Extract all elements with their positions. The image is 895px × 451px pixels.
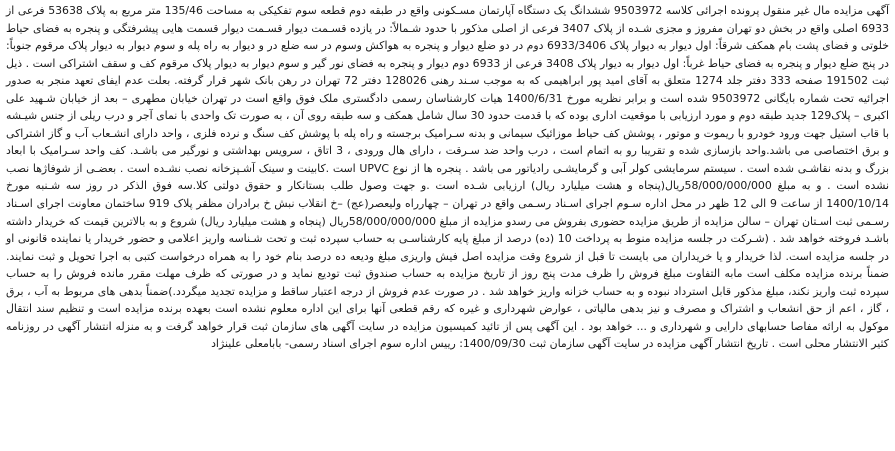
notice-body: آگهی مزایده مال غیر منقول پرونده اجرائی کلاسه 9503972 ششدانگ یک دستگاه آپارتمان مسـکونی واقع در طبقه دوم قطعه سوم تفکیکی به مساحت 135/46 متر مربع به پلاک 53638 فرعی از 6933 اصلی واقع در بخش دو تهران مفروز و مجزی شـده از پلاک 3407 فرعی از اصلی مذکور با حدود شـمالاً: در یازده قسـمت دیوار قسـمت دیوار قسمت هایی پیشرفتگی و پنجره به فضای حیاط خلوتی و فضای پشت بام همکف شرقاً: اول دیوار به دیوار پلاک 6933/3406 دوم در دو ضلع دیوار و پنجره به هواکش وسوم در سه ضلع در و دیوار به راه پله و سوم دیوار به دیوار پلاک مرقوم جنوباً: در پنج ضلع دیوار و پنجره به فضای حیاط غرباً: اول دیوار به دیوار پلاک 3408 فرعی از 6933 دوم دیوار و پنجره به فضای نور گیر و سوم دیوار به دیوار پلاک مرقوم کف و سقف اشتراکی است . ذیل ثبت 191502 صفحه 333 دفتر جلد 1274 متعلق به آقای امید پور ابراهیمی که به موجب سـند رهنی 128026 دفتر 72 تهران در رهن بانک شهر قرار گرفته. بعلت عدم ایفای تعهد منجر به صدور اجرائیه تحت شماره بایگانی 9503972 شده است و برابر نظریه مورخ 1400/6/31 هیات کارشناسان رسمی دادگستری ملک فوق واقع است در تهران خیابان مطهری – بعد از خیابان شـهید علی اکبری – پلاک129 جدید طبقه دوم و مورد ارزیابی با موقعیت اداری بوده که با قدمت حدود 30 سال شامل همکف و سه طبقه روی آن ، به صورت تک واحدی با نمای آجر و درب ریلی از جنس شیـشه با قاب استیل جهت ورود خودرو با ریموت و موتور ، پوشش کف حیاط موزائیک سیمانی و بدنه سـرامیک برجسته و راه پله با پوشش کف سنگ و نرده فلزی ، واحد دارای انشـعاب آب و گاز اشتراکی و برق اختصاصی می باشد.واحد بازسازی شده و تقریبا رو به اتمام است ، درب واحد ضد سـرقت ، دارای هال ورودی ، 3 اتاق ، سرویس بهداشتی و نورگیر می باشـد. کف واحد سـرامیک با ابعاد بزرگ و بدنه نقاشـی شده است . سیستم سرمایشی کولر آبی و گرمایشـی رادیاتور می باشد . پنجره ها از نوع UPVC است .کابینت و سینک آشـپزخانه نصب نشـده است . بعضـی از شوفاژها نصب نشده است . و به مبلغ 58/000/000/000ریال(پنجاه و هشت میلیارد ریال) ارزیابی شـده است .و جهت وصول طلب بستانکار و حقوق دولتی کلا.سه فوق الذکر در روز سه شـنبه مورخ 1400/10/14 از ساعت 9 الی 12 ظهر در محل اداره سـوم اجرای اسـناد رسـمی واقع در تهران – چهارراه ولیعصر(عج) –خ انقلاب نبش خ برادران مظفر پلاک 919 ساختمان معاونت اجرای اسـناد رسـمی ثبت اسـتان تهران – سالن مزایده از طریق مزایده حضوری بفروش می رسدو مزایده از مبلغ 58/000/000/000ریال (پنجاه و هشت میلیارد ریال) شروع و به بالاترین قیمت که خریدار داشته باشـد فروخته خواهد شد . (شـرکت در جلسه مزایده منوط به پرداخت 10 (ده) درصد از مبلغ پایه کارشناسـی به حساب سپرده ثبت و تحت شـناسه واریز اعلامی و حضور خریدار یا نماینده قانونی او در جلسه مزایده است. لذا خریدار و یا خریداران می بایست تا قبل از شروع وقت مزایده اصل فیش واریزی مبلغ ودیعه ده درصد بنام خود را به همراه درخواست کتبی به اجرا تحویل و ثبت نمایند. ضمناً برنده مزایده مکلف است مابه التفاوت مبلغ فروش را ظرف مدت پنج روز از تاریخ مزایده به حساب صندوق ثبت تودیع نماید و در صورتی که ظرف مهلت مقرر مانده فروش را به حساب سپرده ثبت واریز نکند، مبلغ مذکور قابل استرداد نبوده و به حساب خزانه واریز خواهد شد . در صورت عدم فروش از درجه اعتبار ساقط و مزایده تجدید میگردد.)ضمناً بدهی های مربوط به آب ، برق ، گاز ، اعم از حق انشعاب و اشتراک و مصرف و نیز بدهی مالیاتی ، عوارض شهرداری و غیره که رقم قطعی آنها برای این اداره معلوم نشده است بعهده برنده مزایده است و تنظیم سند انتقال موکول به ارائه مفاصا حسابهای دارایی و شهرداری و ... خواهد بود . این آگهی پس از تائید کمیسیون مزایده در سایت آگهی های سازمان ثبت قرار خواهد گرفت و به منزله انتشار آگهی در روزنامه کثیر الانتشار محلی است . تاریخ انتشار آگهی مزایده در سایت آگهی سازمان ثبت 1400/09/30: رییس اداره سوم اجرای اسناد رسمی- بابامعلی علینژاد: [6, 4, 890, 351]
